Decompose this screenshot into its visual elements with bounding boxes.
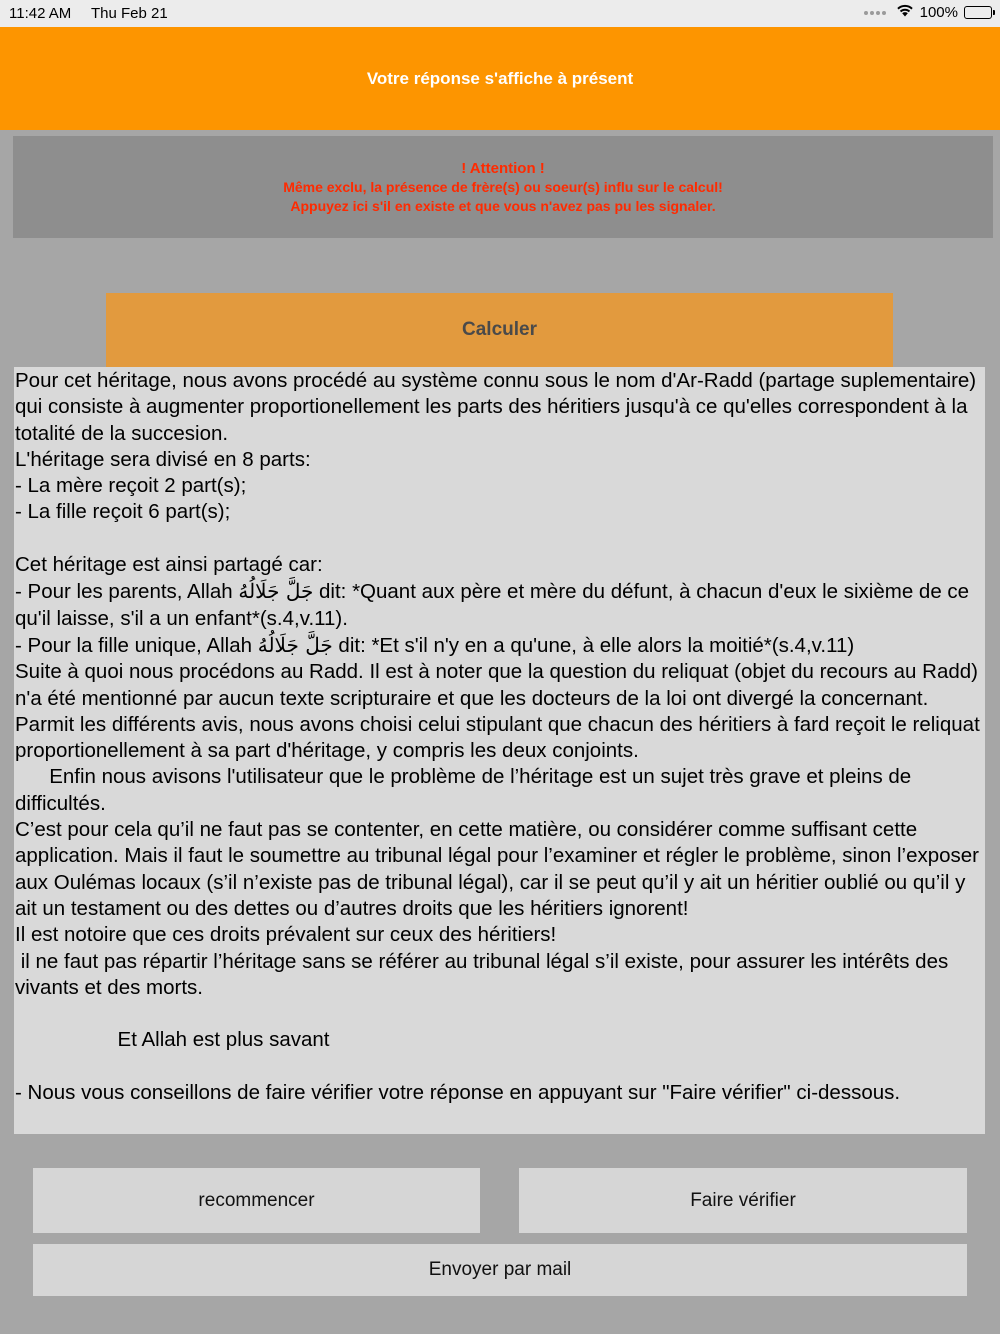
calculate-button[interactable]: Calculer	[106, 293, 893, 367]
blank-line	[15, 1001, 985, 1027]
result-not-distribute: il ne faut pas répartir l’héritage sans se référer au tribunal légal s’il existe, pour assurer les intérêts des vivants et des morts.	[15, 949, 954, 999]
jalla-jalaluhu-glyph: جَلَّ جَلَالُهُ	[257, 632, 333, 657]
battery-percent: 100%	[919, 4, 958, 21]
send-mail-button[interactable]: Envoyer par mail	[33, 1244, 967, 1296]
warning-line-2: Appuyez ici s'il en existe et que vous n'avez pas pu les signaler.	[290, 197, 716, 214]
result-finally: Enfin nous avisons l'utilisateur que le problème de l’héritage est un sujet très grave et pleins de difficultés.	[15, 765, 917, 815]
page-title: Votre réponse s'affiche à présent	[366, 68, 634, 88]
result-intro: Pour cet héritage, nous avons procédé au système connu sous le nom d'Ar-Radd (partage suplementaire) qui consiste à augmenter proportionellement les parts des héritiers jusqu'à ce qu'elles correspondent à la totalité de la succesion.	[15, 369, 982, 445]
parents-verse-prefix: - Pour les parents, Allah	[15, 580, 239, 604]
result-divided: L'héritage sera divisé en 8 parts:	[15, 447, 311, 471]
warning-line-1: Même exclu, la présence de frère(s) ou soeur(s) influ sur le calcul!	[283, 178, 723, 195]
result-text-area	[14, 367, 985, 1134]
result-because: Cet héritage est ainsi partagé car:	[15, 553, 323, 577]
verify-button[interactable]: Faire vérifier	[519, 1168, 967, 1233]
result-therefore: C’est pour cela qu’il ne faut pas se contenter, en cette matière, ou considérer comme suffisant cette application. Mais il faut le soumettre au tribunal légal pour l’examiner et régler le problème, sinon l’exposer aux Oulémas locaux (s’il n’existe pas de tribunal légal), car il se peut qu’il y ait un héritier oublié ou qu’il y ait un testament ou des dettes ou d’autres droits que les héritiers ignorent!	[15, 818, 985, 920]
result-advice: - Nous vous conseillons de faire vérifier votre réponse en appuyant sur "Faire vérifier" ci-dessous.	[15, 1081, 901, 1105]
parents-verse-text: dit: *Quant aux père et mère du défunt, à chacun d'eux le sixième de ce qu'il laisse, s'il a un enfant*(s.4,v.11).	[15, 580, 975, 630]
battery-icon	[964, 6, 992, 19]
blank-line	[15, 1054, 985, 1080]
result-mother-share: - La mère reçoit 2 part(s);	[15, 474, 247, 498]
result-parents-verse	[15, 578, 985, 632]
wifi-icon	[896, 4, 914, 21]
status-indicators	[864, 4, 992, 21]
result-notorious: Il est notoire que ces droits prévalent sur ceux des héritiers!	[15, 923, 557, 947]
status-date: Thu Feb 21	[91, 5, 168, 22]
result-allah-knows: Et Allah est plus savant	[15, 1028, 330, 1052]
jalla-jalaluhu-glyph: جَلَّ جَلَالُهُ	[238, 579, 314, 604]
warning-title: ! Attention !	[461, 159, 545, 177]
navigation-bar	[0, 27, 1000, 130]
daughter-verse-prefix: - Pour la fille unique, Allah	[15, 633, 258, 657]
restart-button[interactable]: recommencer	[33, 1168, 480, 1233]
status-time: 11:42 AM	[9, 5, 72, 22]
result-daughter-verse	[15, 632, 985, 659]
cellular-signal-icon	[864, 11, 886, 15]
status-bar	[0, 0, 1000, 27]
siblings-warning-button[interactable]	[13, 136, 993, 238]
result-radd-explanation: Suite à quoi nous procédons au Radd. Il est à noter que la question du reliquat (objet du recours au Radd) n'a été mentionné par aucun texte scripturaire et que les docteurs de la loi ont divergé la concernant. Parmit les différents avis, nous avons choisi celui stipulant que chacun des héritiers à fard reçoit le reliquat proportionellement à sa part d'héritage, y compris les deux conjoints.	[15, 660, 985, 763]
result-daughter-share: - La fille reçoit 6 part(s);	[15, 500, 231, 524]
daughter-verse-text: dit: *Et s'il n'y en a qu'une, à elle alors la moitié*(s.4,v.11)	[332, 633, 855, 657]
blank-line	[15, 526, 985, 552]
